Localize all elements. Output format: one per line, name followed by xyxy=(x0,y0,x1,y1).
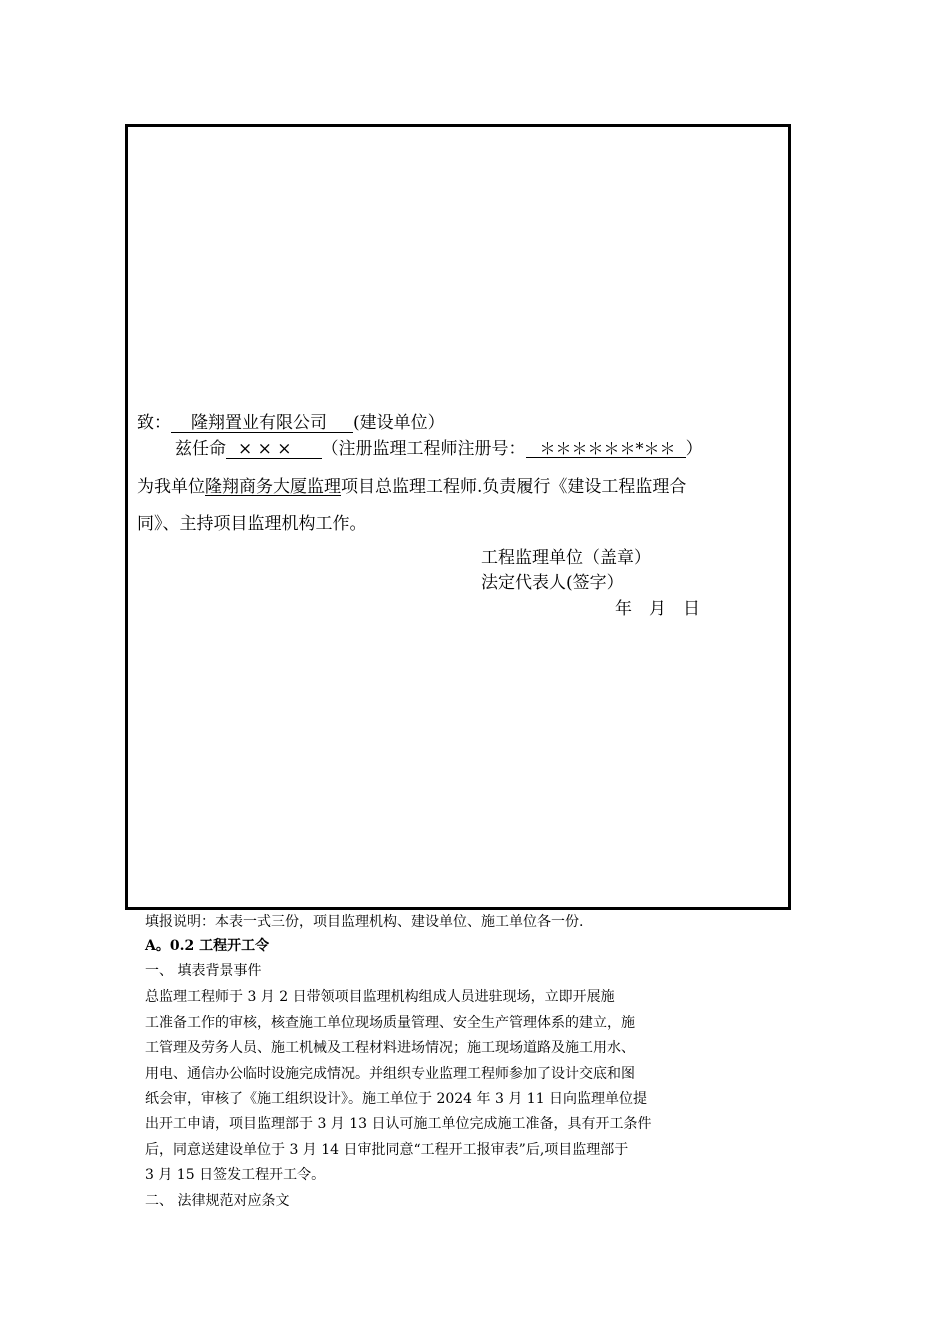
line3-prefix: 为我单位 xyxy=(137,477,205,497)
paragraph-line: 工管理及劳务人员、施工机械及工程材料进场情况；施工现场道路及施工用水、 xyxy=(145,1040,635,1056)
line3-suffix: 项目总监理工程师.负责履行《建设工程监理合 xyxy=(341,477,687,497)
duty-line: 同》、主持项目监理机构工作。 xyxy=(137,514,367,534)
paragraph-line: 工准备工作的审核，核查施工单位现场质量管理、安全生产管理体系的建立，施 xyxy=(145,1015,635,1031)
subheading-regulations: 二、 法律规范对应条文 xyxy=(145,1193,290,1209)
appoint-prefix: 兹任命 xyxy=(175,439,226,459)
appointee: × × × xyxy=(226,441,322,459)
paragraph-line: 后，同意送建设单位于 3 月 14 日审批同意“工程开工报审表”后,项目监理部于 xyxy=(145,1142,629,1158)
signature-date: 年 月 日 xyxy=(615,599,700,619)
fill-note: 填报说明：本表一式三份，项目监理机构、建设单位、施工单位各一份. xyxy=(145,914,584,930)
paragraph-line: 3 月 15 日签发工程开工令。 xyxy=(145,1167,326,1183)
paragraph-line: 纸会审，审核了《施工组织设计》。施工单位于 2024 年 3 月 11 日向监理单位提 xyxy=(145,1091,648,1107)
reg-number: ＊＊＊＊＊＊*＊＊ xyxy=(526,441,686,458)
section-title: A。0.2 工程开工令 xyxy=(145,938,270,954)
signature-unit: 工程监理单位（盖章） xyxy=(481,548,651,568)
signature-representative: 法定代表人(签字） xyxy=(481,573,624,593)
paragraph-line: 用电、通信办公临时设施完成情况。并组织专业监理工程师参加了设计交底和图 xyxy=(145,1066,635,1082)
reg-label: （注册监理工程师注册号： xyxy=(321,439,526,459)
project-line xyxy=(137,479,686,496)
to-line xyxy=(137,415,445,433)
paragraph-line: 总监理工程师于 3 月 2 日带领项目监理机构组成人员进驻现场，立即开展施 xyxy=(145,989,615,1005)
to-label: 致： xyxy=(137,413,171,433)
paragraph-line: 出开工申请，项目监理部于 3 月 13 日认可施工单位完成施工准备，具有开工条件 xyxy=(145,1116,652,1132)
subheading-background: 一、 填表背景事件 xyxy=(145,963,262,979)
to-company: 隆翔置业有限公司 xyxy=(171,415,353,433)
to-suffix: (建设单位） xyxy=(353,413,445,433)
reg-close: ） xyxy=(685,439,703,459)
project-name: 隆翔商务大厦监理 xyxy=(205,477,341,497)
appoint-line xyxy=(175,441,703,459)
